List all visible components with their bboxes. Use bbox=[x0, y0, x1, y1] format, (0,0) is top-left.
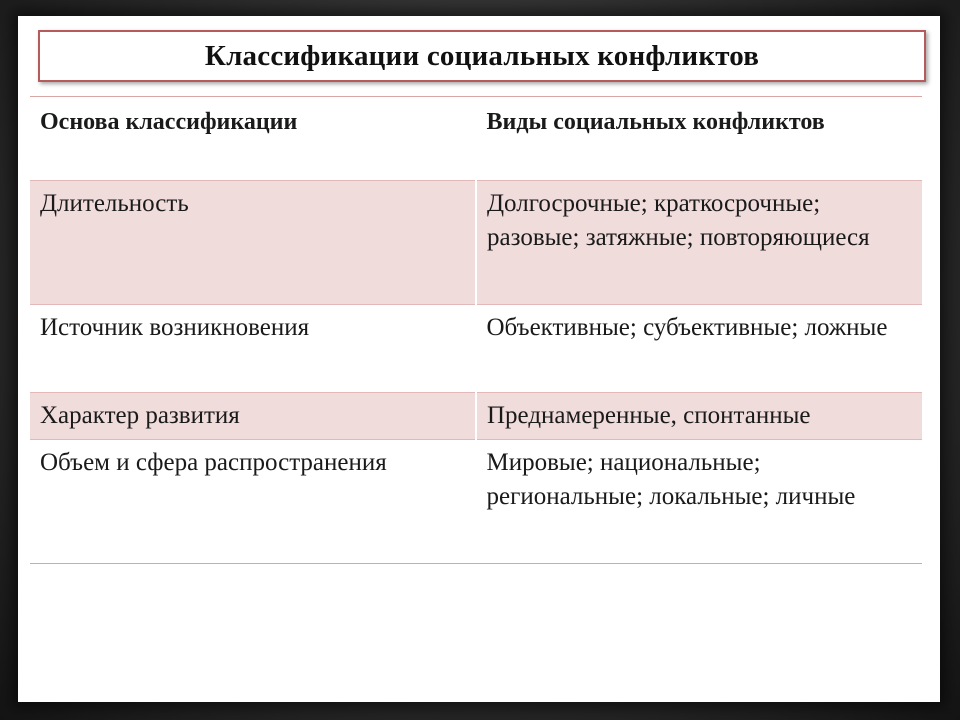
slide bbox=[18, 16, 940, 702]
row-basis: Характер развития bbox=[30, 393, 476, 440]
table-row bbox=[30, 440, 922, 564]
table-header-row bbox=[30, 97, 922, 181]
row-basis: Источник возникновения bbox=[30, 305, 476, 393]
header-basis: Основа классификации bbox=[30, 97, 476, 181]
title-box bbox=[38, 30, 926, 82]
table-row bbox=[30, 305, 922, 393]
row-basis: Длительность bbox=[30, 181, 476, 305]
table-row bbox=[30, 181, 922, 305]
table-row bbox=[30, 393, 922, 440]
row-types: Долгосрочные; краткосрочные; разовые; затяжные; повторяющиеся bbox=[476, 181, 922, 305]
classification-table bbox=[30, 96, 922, 564]
row-types: Мировые; национальные; региональные; локальные; личные bbox=[476, 440, 922, 564]
row-types: Объективные; субъективные; ложные bbox=[476, 305, 922, 393]
row-types: Преднамеренные, спонтанные bbox=[476, 393, 922, 440]
row-basis: Объем и сфера распространения bbox=[30, 440, 476, 564]
slide-title: Классификации социальных конфликтов bbox=[204, 39, 760, 72]
header-types: Виды социальных конфликтов bbox=[476, 97, 922, 181]
